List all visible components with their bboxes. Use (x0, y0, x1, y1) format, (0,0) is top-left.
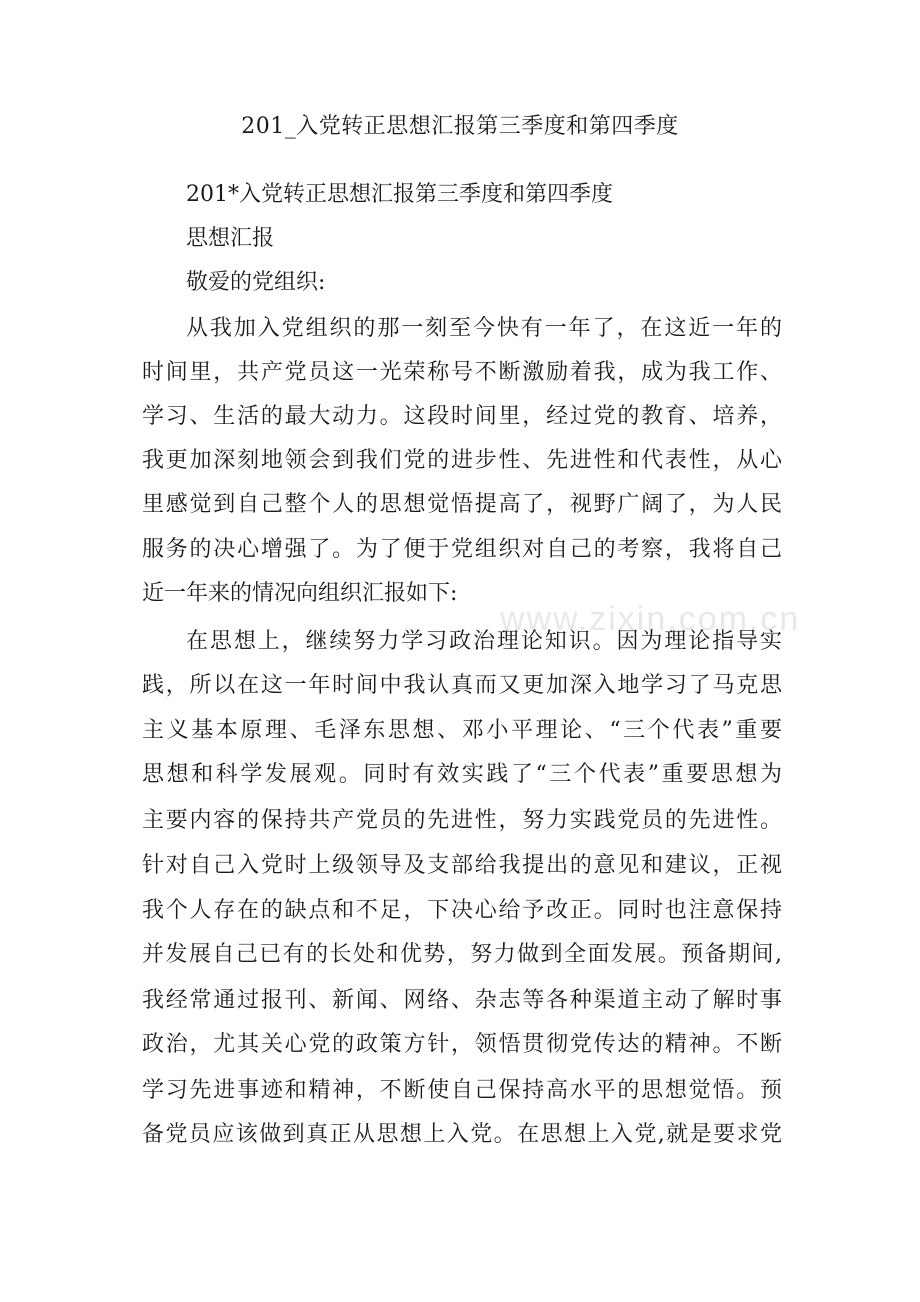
paragraph-line: 主义基本原理、毛泽东思想、邓小平理论、“三个代表”重要 (142, 718, 782, 743)
paragraph-line: 在思想上，继续努力学习政治理论知识。因为理论指导实 (186, 629, 782, 654)
section-heading: 思想汇报 (186, 226, 275, 251)
paragraph-line: 我更加深刻地领会到我们党的进步性、先进性和代表性，从心 (142, 448, 782, 473)
document-subtitle: 201*入党转正思想汇报第三季度和第四季度 (186, 182, 613, 207)
paragraph-line: 近一年来的情况向组织汇报如下: (142, 581, 458, 606)
paragraph-line: 并发展自己已有的长处和优势，努力做到全面发展。预备期间, (142, 942, 782, 967)
paragraph-line: 服务的决心增强了。为了便于党组织对自己的考察，我将自己 (142, 537, 782, 562)
paragraph-line: 我经常通过报刊、新闻、网络、杂志等各种渠道主动了解时事 (142, 988, 782, 1013)
paragraph-line: 针对自己入党时上级领导及支部给我提出的意见和建议，正视 (142, 853, 782, 878)
paragraph-line: 我个人存在的缺点和不足，下决心给予改正。同时也注意保持 (142, 898, 782, 923)
paragraph-line: 政治，尤其关心党的政策方针，领悟贯彻党传达的精神。不断 (142, 1032, 782, 1057)
paragraph-line: 思想和科学发展观。同时有效实践了“三个代表”重要思想为 (142, 762, 782, 787)
paragraph-line: 从我加入党组织的那一刻至今快有一年了，在这近一年的 (186, 316, 782, 341)
salutation: 敬爱的党组织: (186, 270, 326, 295)
paragraph-line: 践，所以在这一年时间中我认真而又更加深入地学习了马克思 (142, 673, 782, 698)
paragraph-line: 时间里，共产党员这一光荣称号不断激励着我，成为我工作、 (142, 360, 782, 385)
paragraph-line: 备党员应该做到真正从思想上入党。在思想上入党,就是要求党 (142, 1122, 782, 1147)
document-title: 201_入党转正思想汇报第三季度和第四季度 (241, 114, 679, 139)
watermark: www.zixin.com.cn (500, 600, 801, 638)
paragraph-line: 主要内容的保持共产党员的先进性，努力实践党员的先进性。 (142, 808, 782, 833)
paragraph-line: 里感觉到自己整个人的思想觉悟提高了，视野广阔了，为人民 (142, 492, 782, 517)
paragraph-line: 学习先进事迹和精神，不断使自己保持高水平的思想觉悟。预 (142, 1078, 782, 1103)
paragraph-line: 学习、生活的最大动力。这段时间里，经过党的教育、培养， (142, 404, 782, 429)
